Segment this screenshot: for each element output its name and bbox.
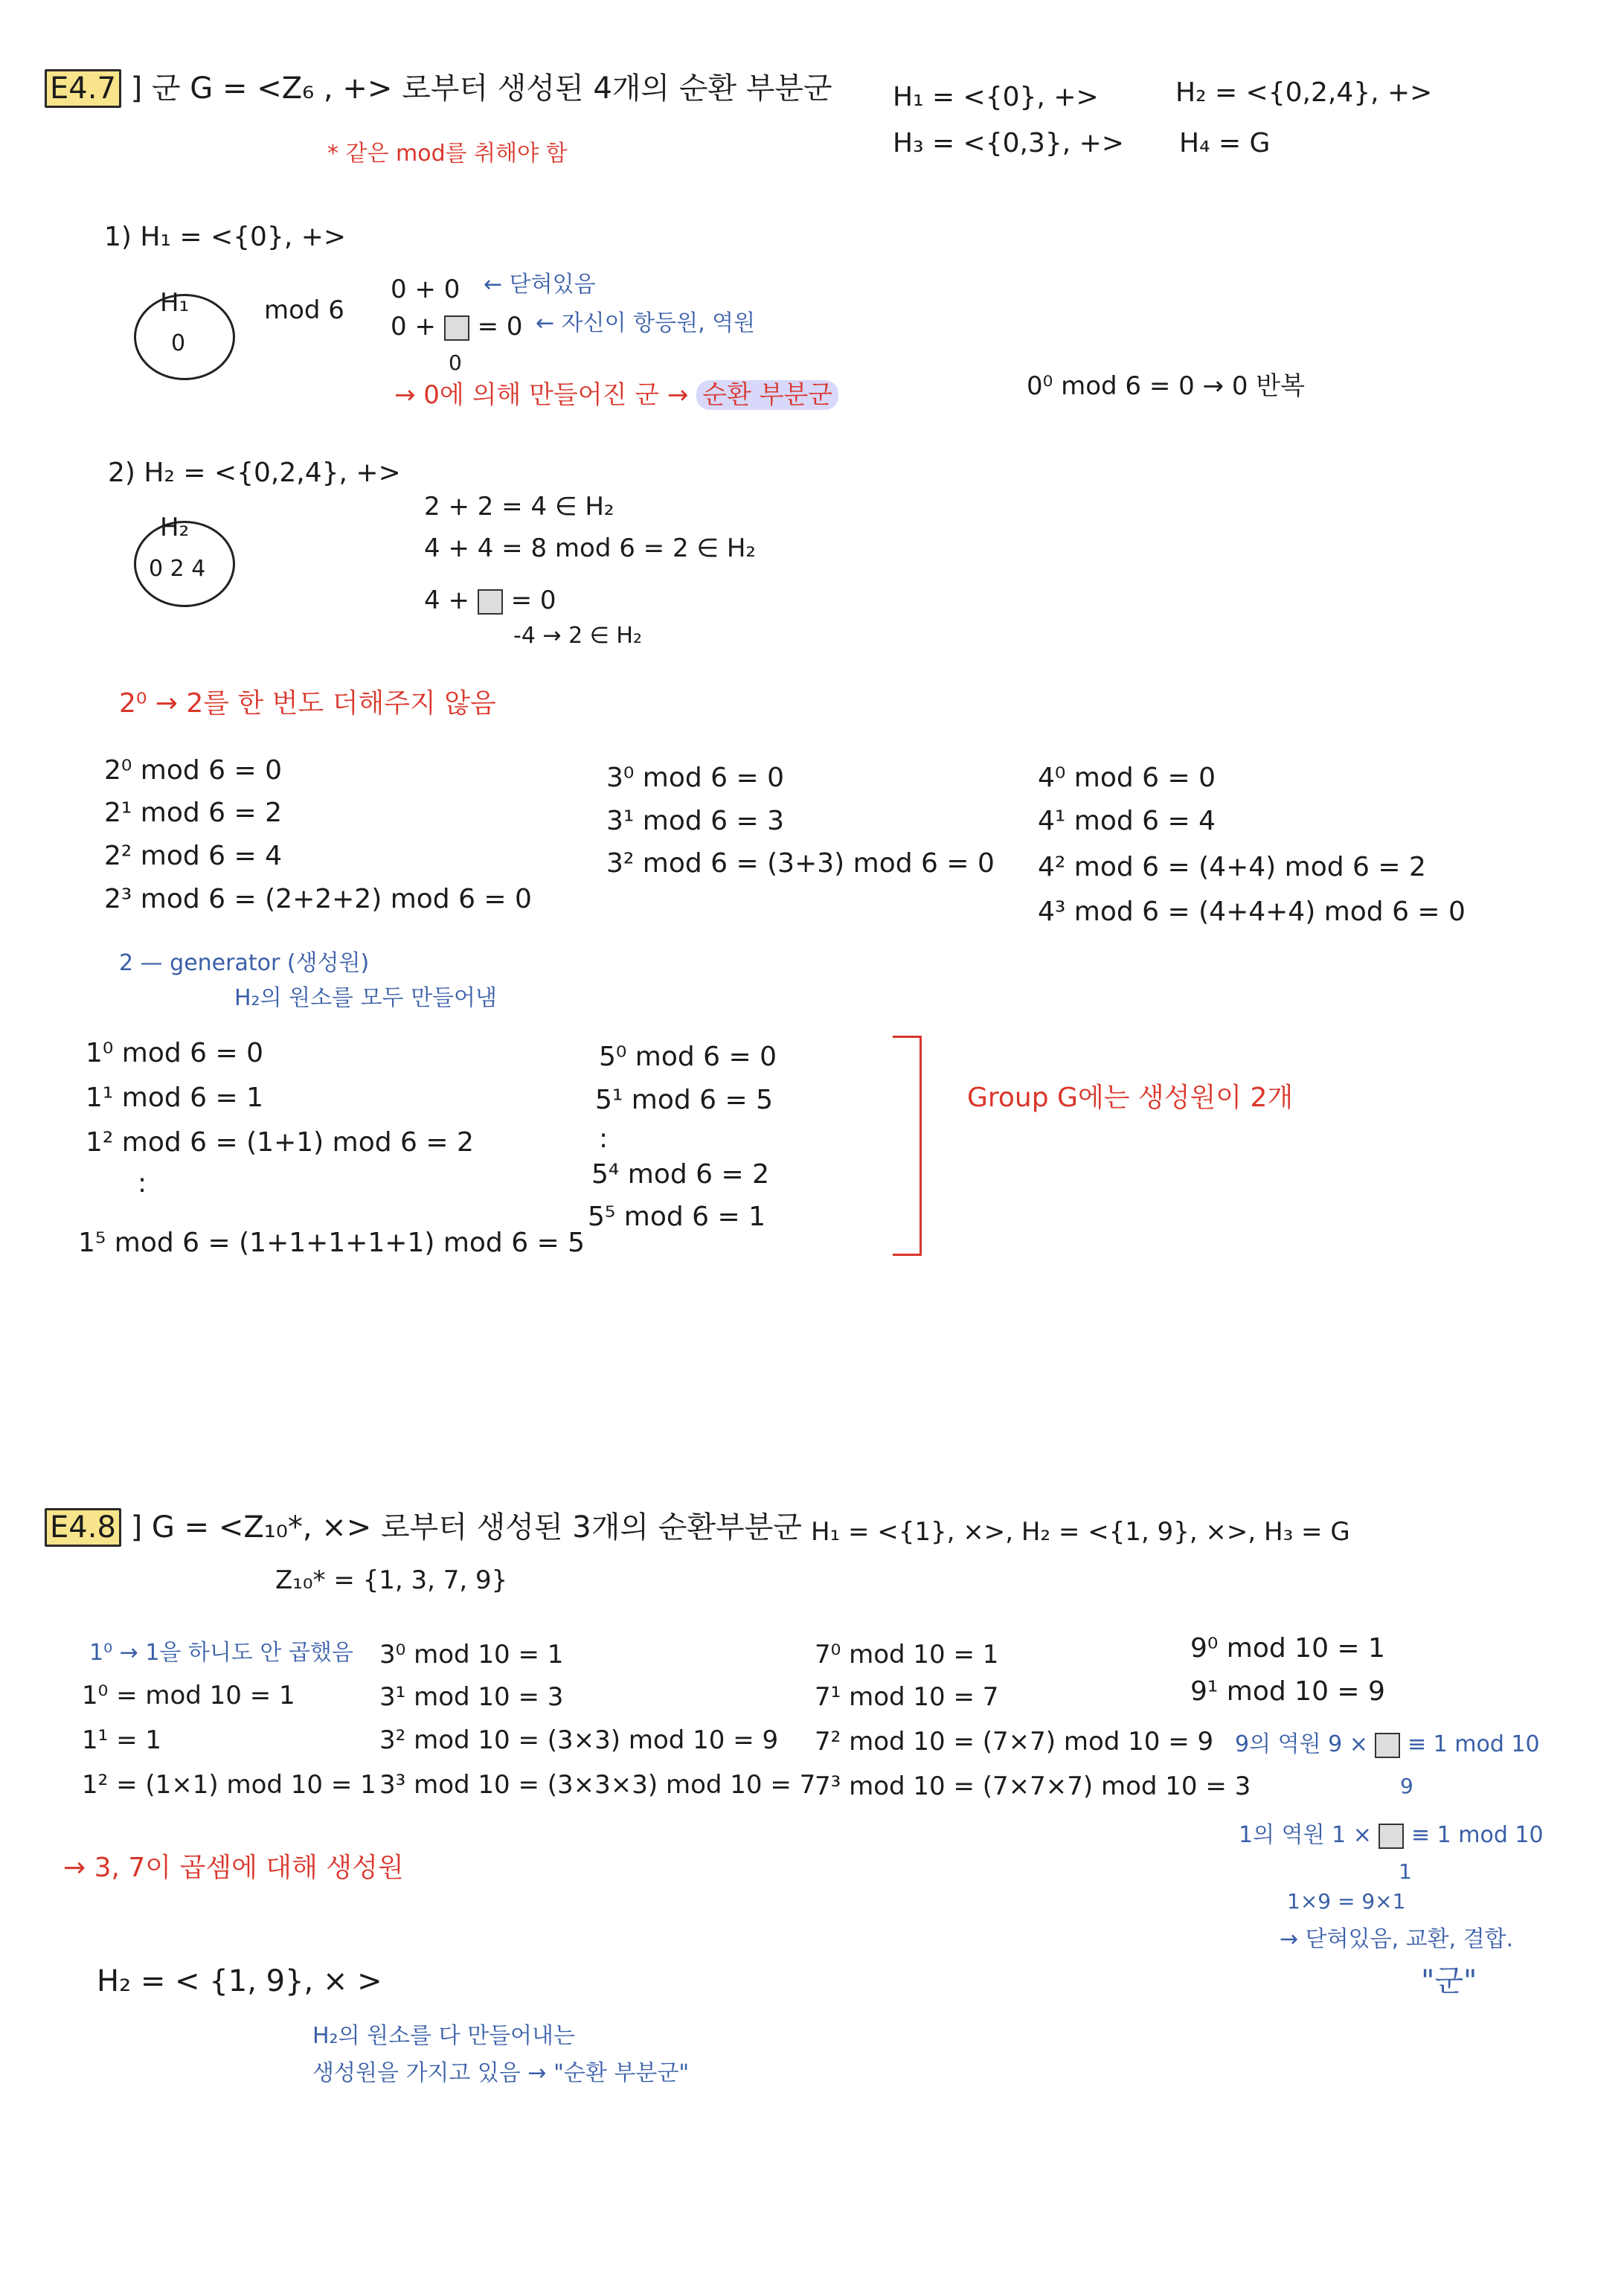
e48-pow9-1: 9¹ mod 10 = 9 xyxy=(1190,1676,1385,1707)
pow4-3: 4³ mod 6 = (4+4+4) mod 6 = 0 xyxy=(1038,897,1466,927)
s1-line2-note: ← 자신이 항등원, 역원 xyxy=(536,310,756,336)
pow5-1: 5¹ mod 6 = 5 xyxy=(595,1085,774,1115)
s1-line2-a: 0 + xyxy=(391,312,436,341)
inv1-b: ≡ 1 mod 10 xyxy=(1410,1822,1544,1848)
s1-line2 xyxy=(391,312,523,341)
s2-l3-a: 4 + xyxy=(424,586,469,615)
inv9-a: 9의 역원 9 × xyxy=(1235,1731,1368,1757)
e48-h-defs: H₁ = <{1}, ×>, H₂ = <{1, 9}, ×>, H₃ = G xyxy=(811,1517,1350,1547)
s1-heading: 1) H₁ = <{0}, +> xyxy=(104,222,347,252)
pow3-0: 3⁰ mod 6 = 0 xyxy=(606,763,785,793)
e48-pow7-2: 7² mod 10 = (7×7) mod 10 = 9 xyxy=(815,1727,1214,1757)
inv1-under: 1 xyxy=(1399,1859,1412,1884)
s2-red-note: 2⁰ → 2를 한 번도 더해주지 않음 xyxy=(119,688,496,719)
pow4-2: 4² mod 6 = (4+4) mod 6 = 2 xyxy=(1038,852,1426,882)
blank-box-icon xyxy=(444,315,469,341)
e48-one-note: 1⁰ → 1을 하니도 안 곱했음 xyxy=(89,1640,353,1666)
e48-pow9-0: 9⁰ mod 10 = 1 xyxy=(1190,1633,1385,1664)
e48-comm: 1×9 = 9×1 xyxy=(1287,1889,1406,1914)
e47-tag: E4.7 xyxy=(45,69,121,108)
e48-gen37: → 3, 7이 곱셈에 대해 생성원 xyxy=(63,1853,404,1883)
e48-closed: → 닫혀있음, 교환, 결합. xyxy=(1280,1926,1514,1952)
pow4-0: 4⁰ mod 6 = 0 xyxy=(1038,763,1216,793)
e47-h2-def: H₂ = <{0,2,4}, +> xyxy=(1175,77,1433,108)
h1-circle-content: 0 xyxy=(171,330,186,356)
h1-mod-label: mod 6 xyxy=(264,295,344,325)
red-bracket xyxy=(893,1036,922,1256)
pow3-2: 3² mod 6 = (3+3) mod 6 = 0 xyxy=(606,848,995,879)
pow5-0: 5⁰ mod 6 = 0 xyxy=(599,1042,777,1072)
pow1-4: 1⁵ mod 6 = (1+1+1+1+1) mod 6 = 5 xyxy=(78,1228,585,1258)
e48-pow1-2: 1² = (1×1) mod 10 = 1 xyxy=(82,1770,376,1800)
inv9-b: ≡ 1 mod 10 xyxy=(1407,1731,1540,1757)
e48-h2-note1: H₂의 원소를 다 만들어내는 xyxy=(312,2023,575,2049)
s1-line2-b: = 0 xyxy=(477,312,523,341)
pow4-1: 4¹ mod 6 = 4 xyxy=(1038,806,1216,836)
blank-box-icon xyxy=(1375,1733,1400,1758)
e47-title: ] 군 G = <Z₆ , +> 로부터 생성된 4개의 순환 부분군 xyxy=(130,71,832,106)
inv9-row xyxy=(1235,1732,1540,1758)
h2-circle-label: H₂ xyxy=(160,513,190,542)
pow5-2: : xyxy=(599,1123,609,1154)
s2-heading: 2) H₂ = <{0,2,4}, +> xyxy=(108,458,401,488)
s2-l1: 2 + 2 = 4 ∈ H₂ xyxy=(424,492,614,522)
inv1-row xyxy=(1239,1823,1544,1849)
e48-h2-note2: 생성원을 가지고 있음 → "순환 부분군" xyxy=(312,2060,690,2086)
e48-pow3-0: 3⁰ mod 10 = 1 xyxy=(379,1640,564,1670)
gen-note1: 2 — generator (생성원) xyxy=(119,950,370,976)
s1-line1-note: ← 닫혀있음 xyxy=(484,272,596,298)
pow2-2: 2² mod 6 = 4 xyxy=(104,841,283,871)
e48-pow3-2: 3² mod 10 = (3×3) mod 10 = 9 xyxy=(379,1725,779,1755)
s1-line1: 0 + 0 xyxy=(391,275,460,304)
h1-circle-label: H₁ xyxy=(160,288,190,318)
e48-pow7-0: 7⁰ mod 10 = 1 xyxy=(815,1640,999,1670)
pow2-1: 2¹ mod 6 = 2 xyxy=(104,798,283,828)
h2-circle-content: 0 2 4 xyxy=(149,556,206,582)
pow1-0: 1⁰ mod 6 = 0 xyxy=(86,1038,264,1068)
e48-pow3-1: 3¹ mod 10 = 3 xyxy=(379,1682,564,1712)
e48-pow7-3: 7³ mod 10 = (7×7×7) mod 10 = 3 xyxy=(815,1771,1251,1801)
pow1-2: 1² mod 6 = (1+1) mod 6 = 2 xyxy=(86,1127,474,1158)
inv1-a: 1의 역원 1 × xyxy=(1239,1822,1372,1848)
e48-pow3-3: 3³ mod 10 = (3×3×3) mod 10 = 7 xyxy=(379,1770,816,1800)
blank-box-icon xyxy=(1379,1824,1404,1849)
s1-conclusion-row xyxy=(394,381,838,410)
e48-zset: Z₁₀* = {1, 3, 7, 9} xyxy=(275,1565,508,1595)
pow5-4: 5⁵ mod 6 = 1 xyxy=(588,1202,766,1232)
gen-note2: H₂의 원소를 모두 만들어냄 xyxy=(234,985,497,1011)
s2-l2: 4 + 4 = 8 mod 6 = 2 ∈ H₂ xyxy=(424,533,757,563)
e48-tag: E4.8 xyxy=(45,1508,121,1547)
e47-h1-def: H₁ = <{0}, +> xyxy=(893,82,1099,112)
pow3-1: 3¹ mod 6 = 3 xyxy=(606,806,785,836)
pow2-0: 2⁰ mod 6 = 0 xyxy=(104,755,283,786)
s2-l3-b: = 0 xyxy=(510,586,556,615)
pow1-3: : xyxy=(138,1168,147,1199)
pow1-1: 1¹ mod 6 = 1 xyxy=(86,1083,264,1113)
s1-conclusion: → 0에 의해 만들어진 군 → xyxy=(394,380,689,410)
e48-pow1-1: 1¹ = 1 xyxy=(82,1725,161,1755)
s2-l4: -4 → 2 ∈ H₂ xyxy=(513,623,642,649)
pow2-3: 2³ mod 6 = (2+2+2) mod 6 = 0 xyxy=(104,884,532,914)
s1-conclusion-highlight: 순환 부분군 xyxy=(696,380,838,410)
group-note: Group G에는 생성원이 2개 xyxy=(967,1083,1294,1113)
e47-note-mod: * 같은 mod를 취해야 함 xyxy=(327,141,568,167)
e48-title-row xyxy=(45,1510,802,1545)
s1-under-box: 0 xyxy=(449,350,462,375)
e47-h3-def: H₃ = <{0,3}, +> xyxy=(893,128,1124,158)
e48-gun: "군" xyxy=(1421,1964,1477,1998)
s2-l3 xyxy=(424,586,556,615)
e48-pow7-1: 7¹ mod 10 = 7 xyxy=(815,1682,999,1712)
e47-title-row xyxy=(45,71,832,106)
e47-h4-def: H₄ = G xyxy=(1179,128,1271,158)
e48-h2-big: H₂ = < {1, 9}, × > xyxy=(97,1964,382,1998)
pow5-3: 5⁴ mod 6 = 2 xyxy=(591,1159,770,1190)
inv9-under: 9 xyxy=(1400,1774,1413,1798)
e48-pow1-0: 1⁰ = mod 10 = 1 xyxy=(82,1681,295,1710)
blank-box-icon xyxy=(478,589,503,615)
e48-title: ] G = <Z₁₀*, ×> 로부터 생성된 3개의 순환부분군 xyxy=(130,1510,802,1545)
s1-repeat: 0⁰ mod 6 = 0 → 0 반복 xyxy=(1027,371,1305,401)
